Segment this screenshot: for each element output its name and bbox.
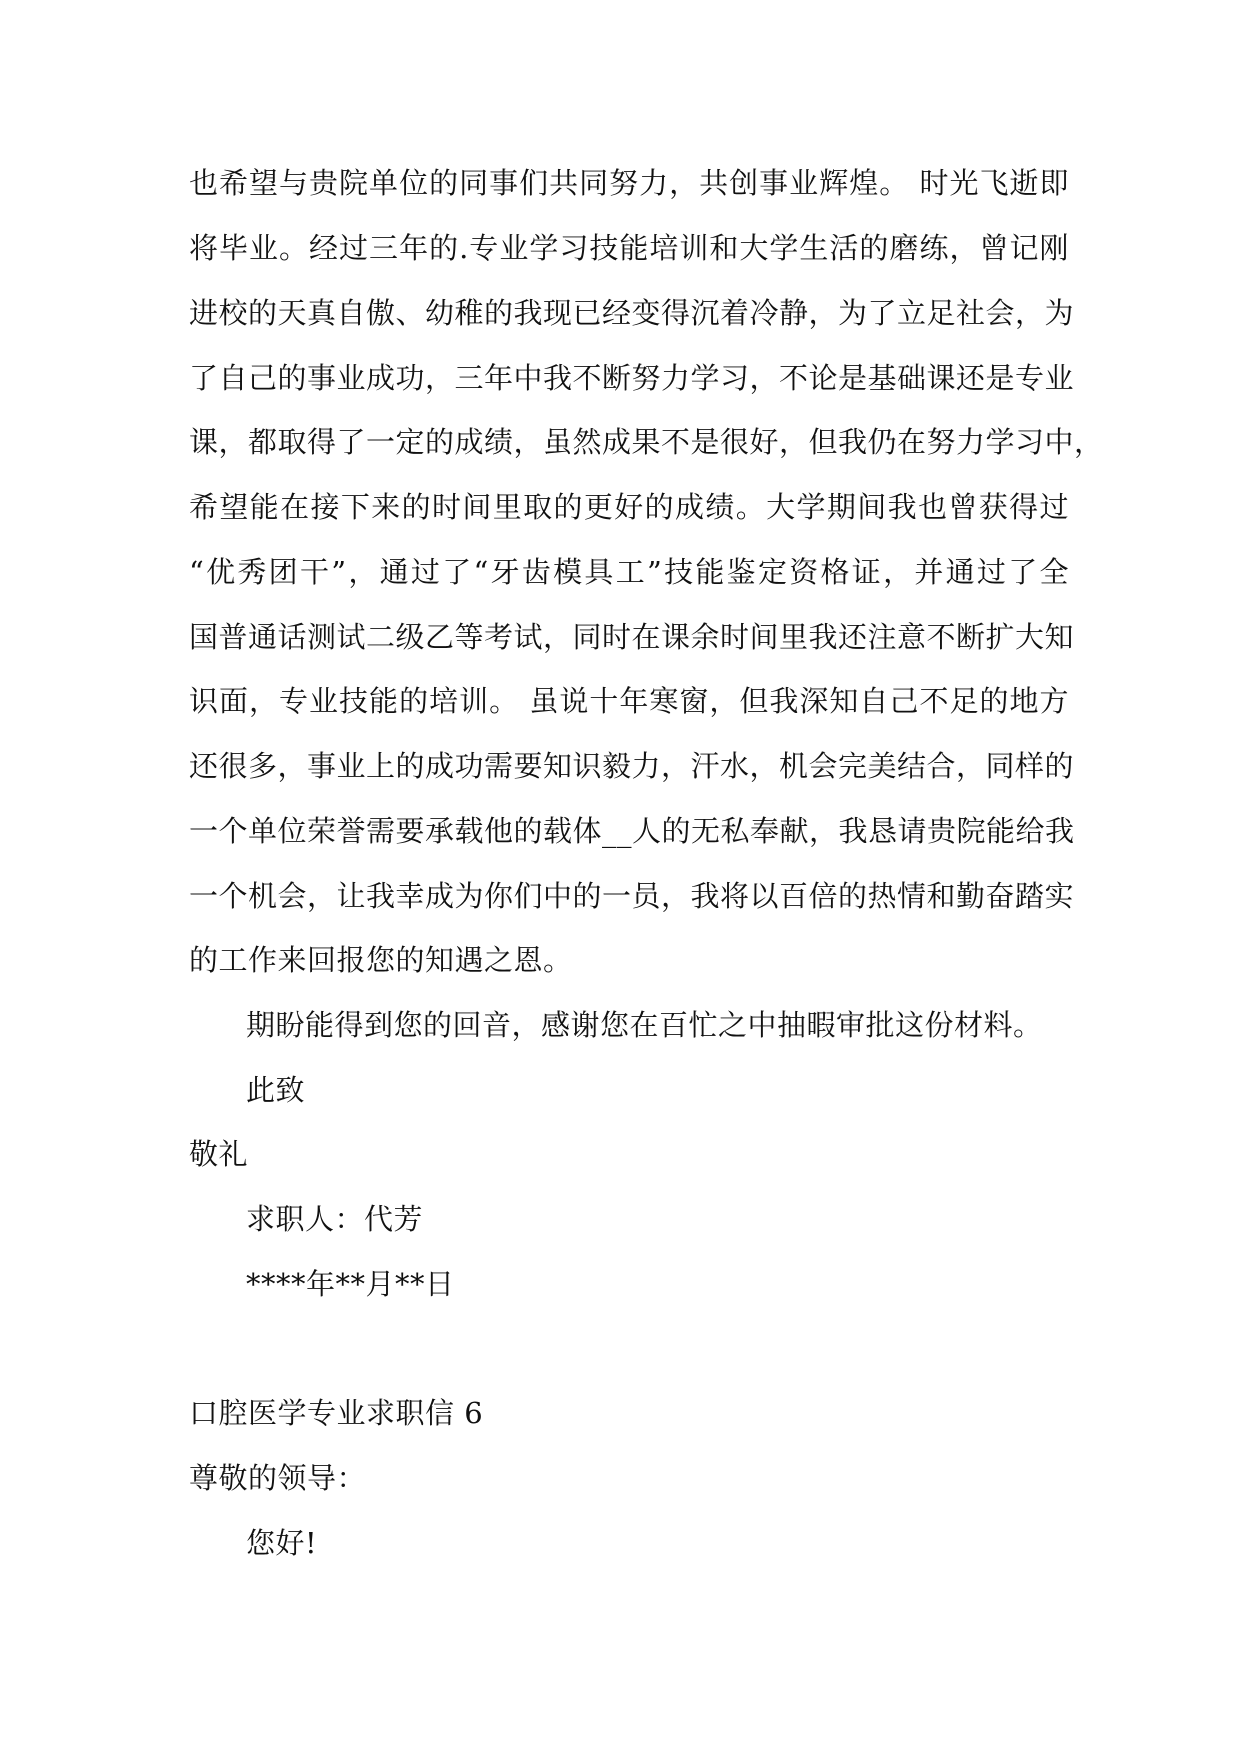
paragraph-line: 一个机会，让我幸成为你们中的一员，我将以百倍的热情和勤奋踏实 <box>189 879 1075 913</box>
paragraph-line: 还很多，事业上的成功需要知识毅力，汗水，机会完美结合，同样的 <box>189 749 1075 783</box>
paragraph-line: 识面，专业技能的培训。 虽说十年寒窗，但我深知自己不足的地方 <box>189 684 1069 718</box>
closing-line: 期盼能得到您的回音，感谢您在百忙之中抽暇审批这份材料。 <box>246 1008 1043 1042</box>
paragraph-line: 进校的天真自傲、幼稚的我现已经变得沉着冷静，为了立足社会，为 <box>189 296 1075 330</box>
paragraph-last-line: 的工作来回报您的知遇之恩。 <box>189 943 573 977</box>
paragraph-line: 国普通话测试二级乙等考试，同时在课余时间里我还注意不断扩大知 <box>189 620 1075 654</box>
date: ****年**月**日 <box>246 1267 455 1301</box>
next-letter-title: 口腔医学专业求职信 6 <box>189 1396 484 1430</box>
paragraph-line: 希望能在接下来的时间里取的更好的成绩。大学期间我也曾获得过 <box>189 490 1069 524</box>
next-letter-hello: 您好! <box>246 1526 318 1560</box>
salutation-jingli: 敬礼 <box>189 1137 249 1171</box>
signature: 求职人：代芳 <box>246 1202 424 1236</box>
next-letter-greeting: 尊敬的领导： <box>189 1461 367 1495</box>
paragraph-line: 也希望与贵院单位的同事们共同努力，共创事业辉煌。 时光飞逝即 <box>189 166 1069 200</box>
salutation-cizhi: 此致 <box>246 1073 306 1107</box>
paragraph-line: 一个单位荣誉需要承载他的载体__人的无私奉献，我恳请贵院能给我 <box>189 814 1075 848</box>
paragraph-line: 将毕业。经过三年的.专业学习技能培训和大学生活的磨练，曾记刚 <box>189 231 1069 265</box>
paragraph-line: 课，都取得了一定的成绩，虽然成果不是很好，但我仍在努力学习中， <box>189 425 1104 459</box>
paragraph-line: 了自己的事业成功，三年中我不断努力学习，不论是基础课还是专业 <box>189 361 1075 395</box>
paragraph-line: “优秀团干”，通过了“牙齿模具工”技能鉴定资格证，并通过了全 <box>189 555 1069 589</box>
